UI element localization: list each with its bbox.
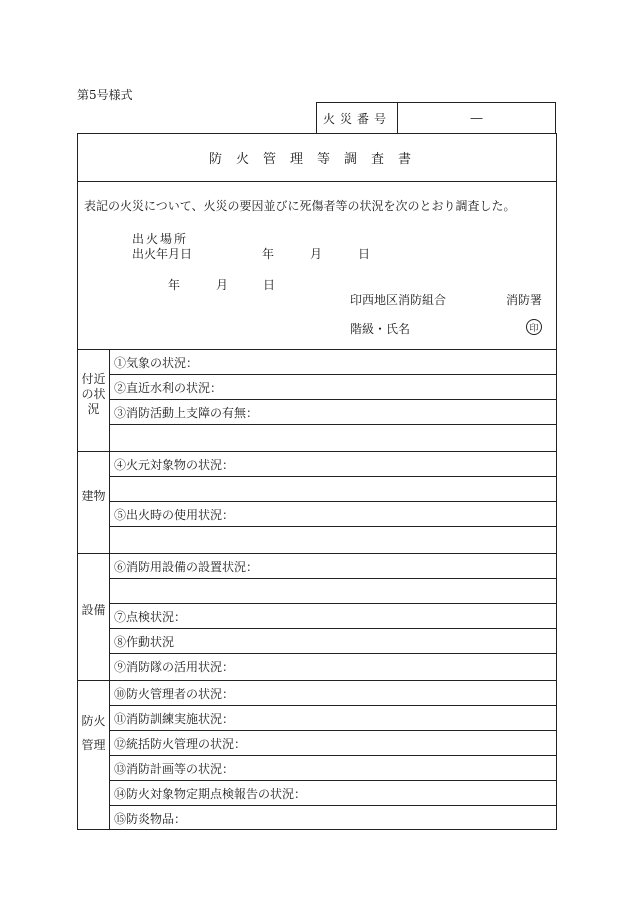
form-row[interactable] [110,425,556,450]
section-surroundings [78,350,556,452]
fire-date-month-unit: 月 [310,247,323,261]
survey-form [77,133,557,830]
fire-date-year-unit: 年 [262,247,275,261]
form-row[interactable]: ⑫統括防火管理の状況： [110,731,556,756]
form-row[interactable]: ②直近水利の状況： [110,375,556,400]
form-row[interactable] [110,477,556,502]
report-date-year-unit: 年 [168,278,181,292]
report-date-month-unit: 月 [216,278,229,292]
form-title: 防火管理等調査書 [78,134,556,182]
form-row[interactable]: ⑪消防訓練実施状況： [110,706,556,731]
section-label [78,554,110,680]
form-row[interactable]: ⑧作動状況 [110,629,556,654]
form-number-label: 第5号様式 [77,88,133,102]
form-row[interactable]: ⑬消防計画等の状況： [110,756,556,781]
section-label-text: 防火管理 [81,714,106,752]
fire-date-label: 出火年月日 [132,247,193,261]
section-label-text: 設備 [81,603,106,617]
rank-name-label: 階級・氏名 [350,322,411,336]
form-row[interactable]: ⑮防炎物品： [114,812,187,826]
form-row[interactable] [110,527,556,552]
fire-place-label: 出火場所 [132,232,189,246]
form-row[interactable]: ⑩防火管理者の状況： [110,681,556,706]
fire-station-label: 消防署 [506,293,543,307]
section-label [78,350,110,451]
section-building [78,452,556,554]
section-label-text: 付近の状況 [81,372,106,416]
intro-block [78,182,556,350]
form-row[interactable]: ④火元対象物の状況： [110,452,556,477]
form-row[interactable]: ①気象の状況： [110,350,556,375]
section-label [78,681,110,830]
form-row[interactable]: ⑦点検状況： [110,604,556,629]
intro-statement: 表記の火災について、火災の要因並びに死傷者等の状況を次のとおり調査した。 [84,199,516,213]
form-row[interactable]: ⑭防火対象物定期点検報告の状況： [110,781,556,806]
section-equipment [78,554,556,681]
section-label [78,452,110,553]
report-date-day-unit: 日 [263,278,276,292]
form-row[interactable]: ⑥消防用設備の設置状況： [110,554,556,579]
form-row[interactable]: ⑤出火時の使用状況： [110,502,556,527]
fire-number-field[interactable]: ― [470,111,483,125]
fire-department-name: 印西地区消防組合 [350,293,447,307]
fire-date-day-unit: 日 [358,247,371,261]
form-row[interactable]: ⑨消防隊の活用状況： [114,660,235,674]
section-label-text: 建物 [81,489,106,503]
fire-number-box [316,102,556,133]
fire-number-label: 火災番号 [317,103,398,133]
form-row[interactable] [110,579,556,604]
seal-mark: 印 [526,319,542,335]
form-row[interactable]: ③消防活動上支障の有無： [110,400,556,425]
section-fire-management [78,681,556,830]
